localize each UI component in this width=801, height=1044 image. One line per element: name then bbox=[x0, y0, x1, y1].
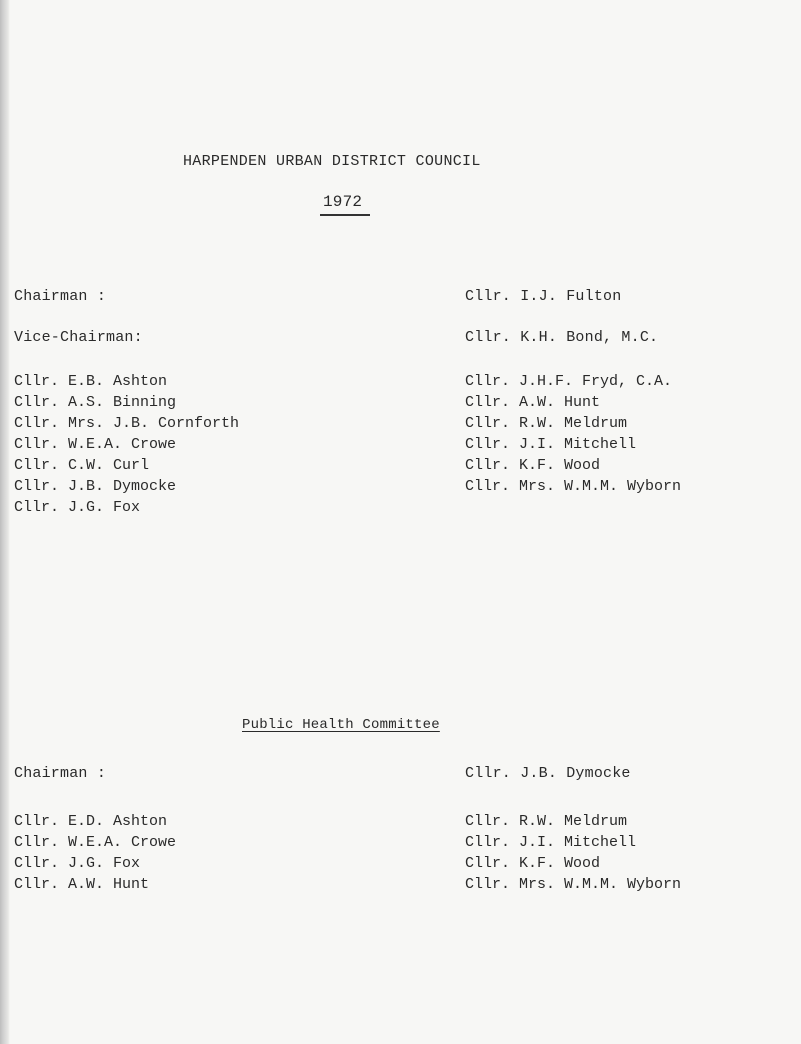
council-chairman-name: Cllr. I.J. Fulton bbox=[465, 288, 622, 305]
committee-title: Public Health Committee bbox=[242, 717, 440, 733]
council-members-left bbox=[14, 371, 239, 518]
page-edge-shadow bbox=[0, 0, 10, 1044]
council-member: Cllr. J.H.F. Fryd, C.A. bbox=[465, 373, 673, 390]
committee-member: Cllr. E.D. Ashton bbox=[14, 813, 168, 830]
council-vice-chairman-name: Cllr. K.H. Bond, M.C. bbox=[465, 329, 659, 346]
council-member: Cllr. J.I. Mitchell bbox=[465, 436, 637, 453]
council-vice-chairman-label: Vice-Chairman: bbox=[14, 329, 143, 346]
council-member: Cllr. E.B. Ashton bbox=[14, 373, 168, 390]
year-heading: 1972 bbox=[323, 193, 363, 211]
committee-members-left bbox=[14, 811, 176, 895]
committee-member: Cllr. J.I. Mitchell bbox=[465, 834, 637, 851]
committee-member: Cllr. Mrs. W.M.M. Wyborn bbox=[465, 876, 682, 893]
page-title: HARPENDEN URBAN DISTRICT COUNCIL bbox=[183, 153, 481, 170]
council-chairman-label: Chairman : bbox=[14, 288, 107, 305]
council-member: Cllr. Mrs. J.B. Cornforth bbox=[14, 415, 240, 432]
committee-chairman-label: Chairman : bbox=[14, 765, 107, 782]
council-member: Cllr. Mrs. W.M.M. Wyborn bbox=[465, 478, 682, 495]
council-member: Cllr. W.E.A. Crowe bbox=[14, 436, 177, 453]
committee-member: Cllr. K.F. Wood bbox=[465, 855, 601, 872]
committee-member: Cllr. W.E.A. Crowe bbox=[14, 834, 177, 851]
committee-member: Cllr. J.G. Fox bbox=[14, 855, 141, 872]
committee-members-right bbox=[465, 811, 681, 895]
council-member: Cllr. C.W. Curl bbox=[14, 457, 150, 474]
council-member: Cllr. A.S. Binning bbox=[14, 394, 177, 411]
committee-chairman-name: Cllr. J.B. Dymocke bbox=[465, 765, 631, 782]
council-member: Cllr. J.G. Fox bbox=[14, 499, 141, 516]
council-members-right bbox=[465, 371, 681, 497]
year-underline-rule bbox=[320, 214, 370, 216]
council-member: Cllr. K.F. Wood bbox=[465, 457, 601, 474]
committee-member: Cllr. R.W. Meldrum bbox=[465, 813, 628, 830]
council-member: Cllr. J.B. Dymocke bbox=[14, 478, 177, 495]
council-member: Cllr. R.W. Meldrum bbox=[465, 415, 628, 432]
committee-member: Cllr. A.W. Hunt bbox=[14, 876, 150, 893]
council-member: Cllr. A.W. Hunt bbox=[465, 394, 601, 411]
